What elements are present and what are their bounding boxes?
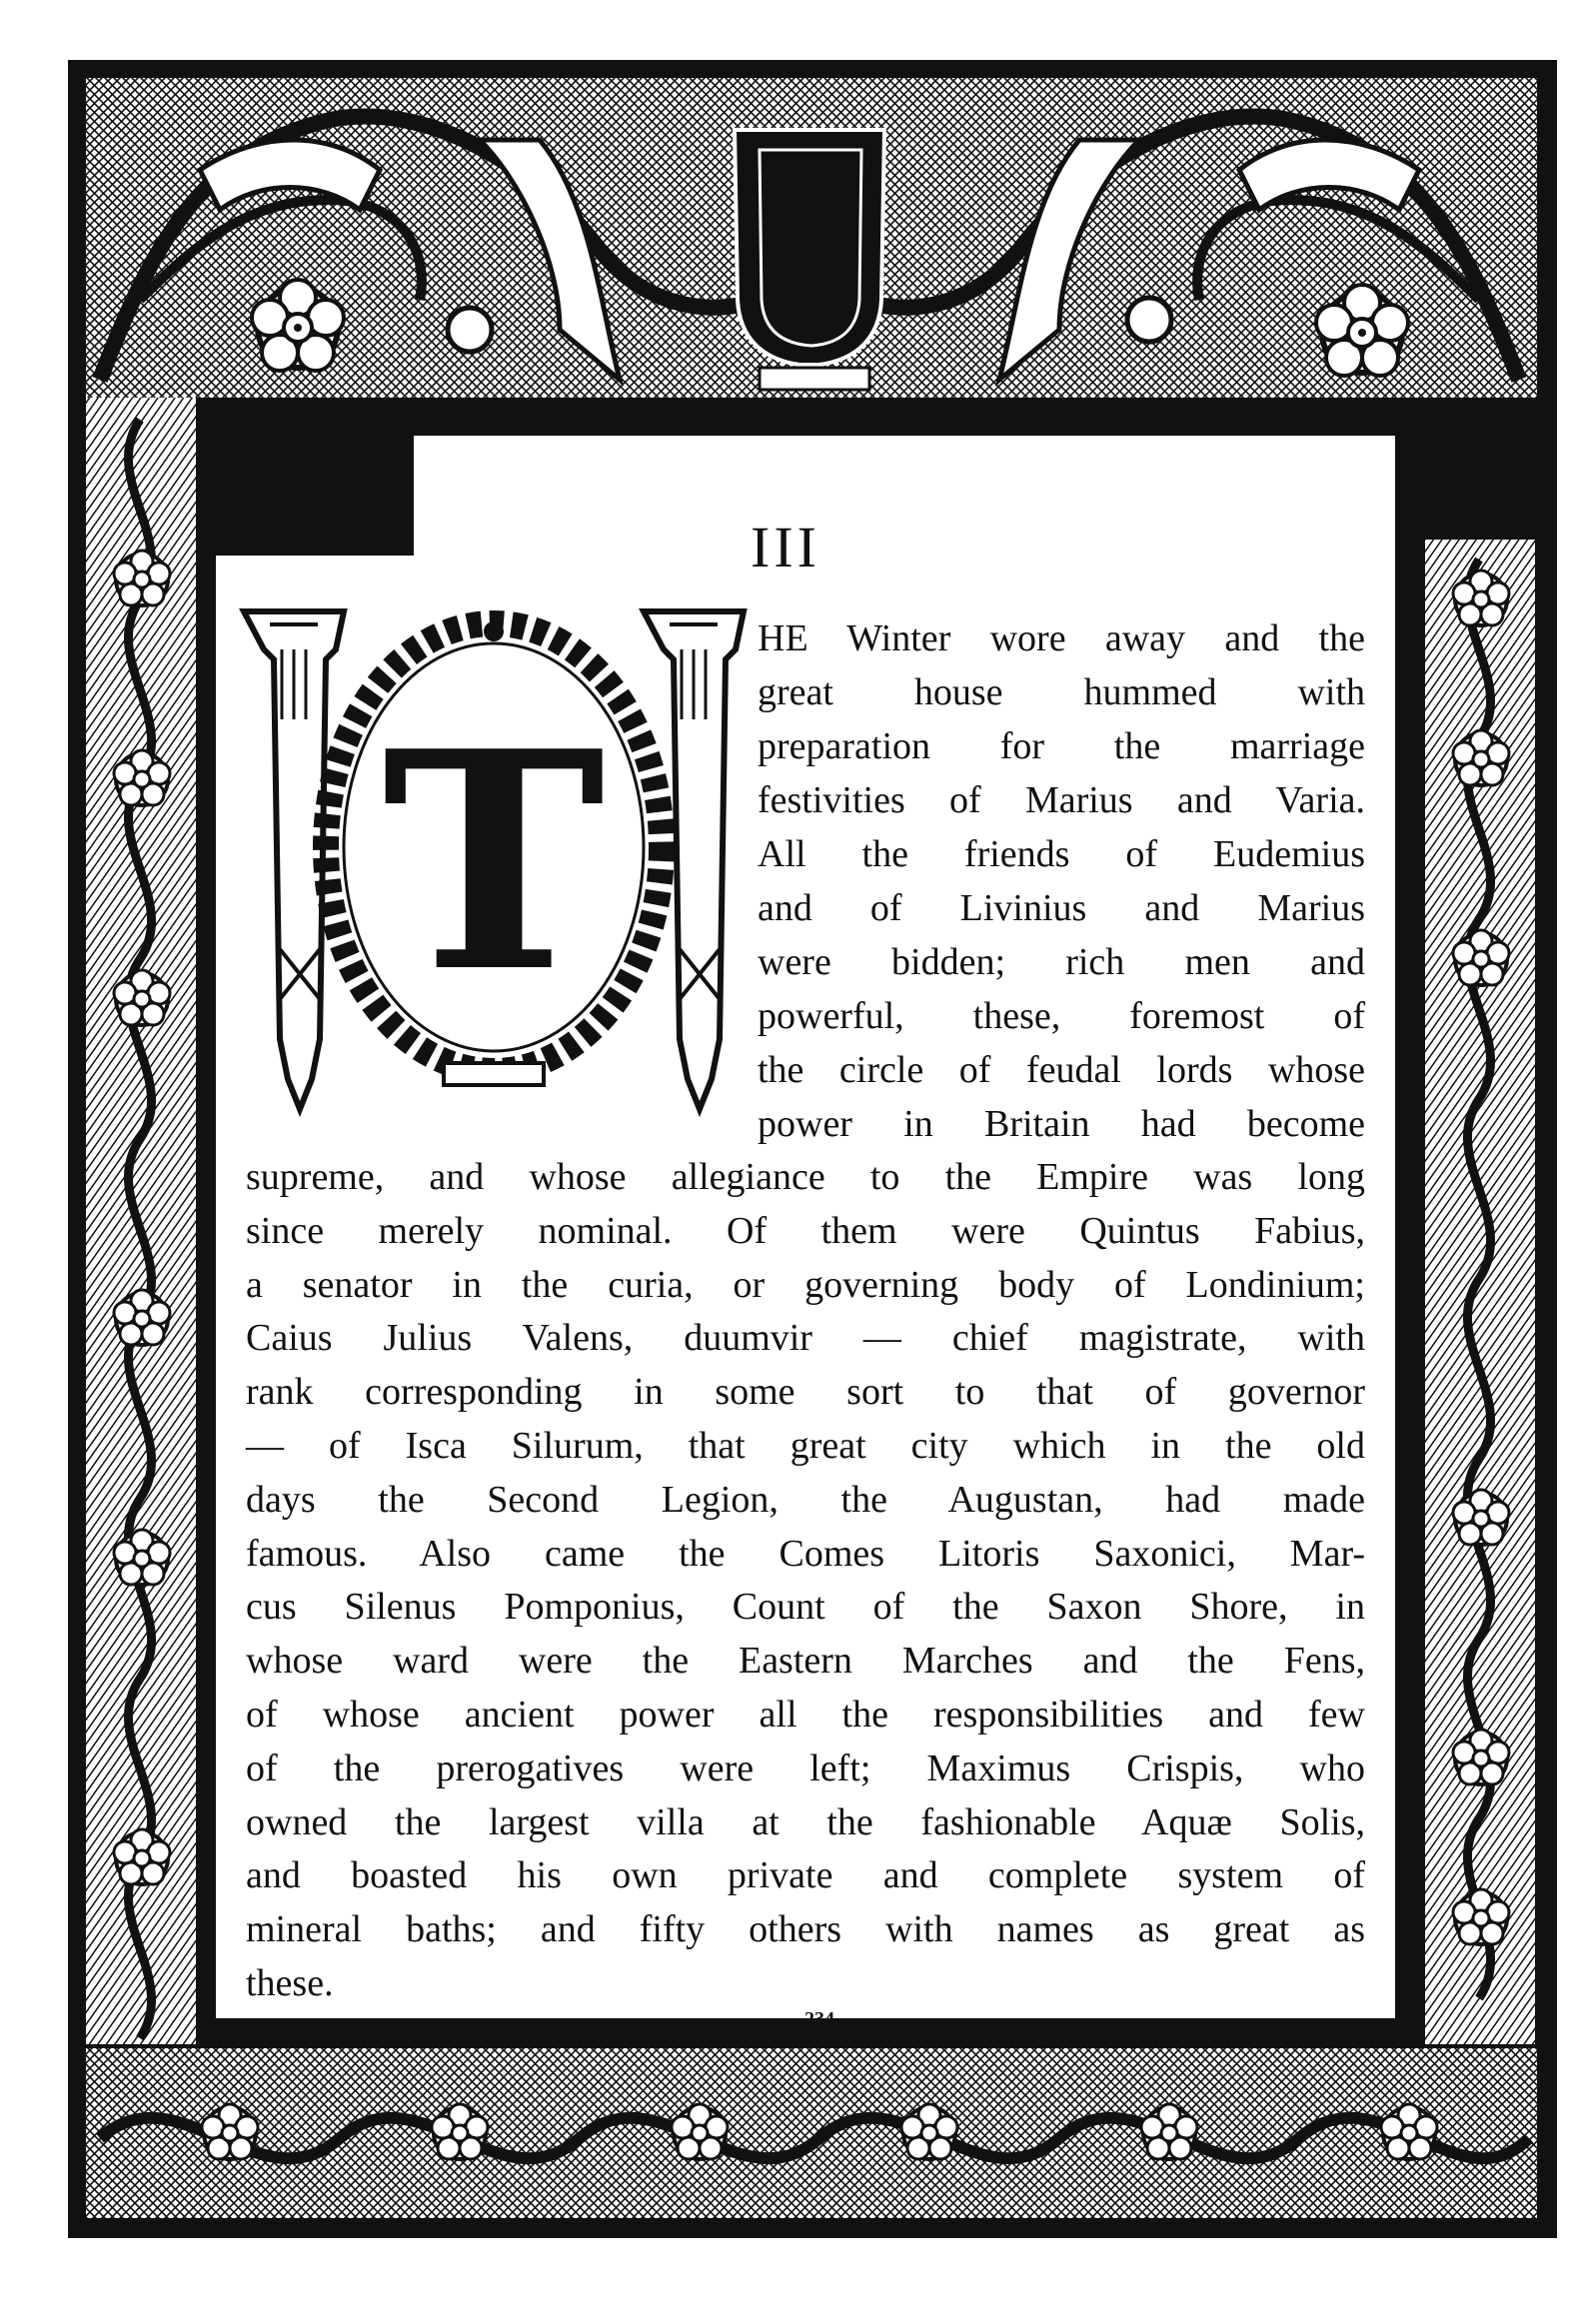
top-panel-ornament (86, 78, 1537, 398)
text-line: a senator in the curia, or governing body of Londinium; (246, 1263, 1365, 1306)
left-side-panel-ornament (86, 398, 196, 2044)
chapter-number: III (751, 515, 820, 580)
text-line: rank corresponding in some sort to that of governor (246, 1371, 1365, 1414)
text-line: — of Isca Silurum, that great city which in the old (246, 1424, 1365, 1467)
text-line: powerful, these, foremost of (758, 995, 1365, 1037)
text-line: whose ward were the Eastern Marches and the Fens, (246, 1640, 1365, 1683)
text-line: great house hummed with (758, 671, 1365, 713)
text-line: Caius Julius Valens, duumvir — chief magistrate, with (246, 1317, 1365, 1360)
text-line: owned the largest villa at the fashionable Aquæ Solis, (246, 1800, 1365, 1843)
text-line: All the friends of Eudemius (758, 833, 1365, 875)
text-line: supreme, and whose allegiance to the Empire was long (246, 1156, 1365, 1198)
bottom-panel-ornament (86, 2048, 1537, 2218)
body-paragraph (246, 1151, 1365, 2011)
page-number: 234 (804, 2008, 834, 2030)
text-line: preparation for the marriage (758, 725, 1365, 767)
text-line: the circle of feudal lords whose (758, 1049, 1365, 1091)
text-line: were bidden; rich men and (758, 941, 1365, 983)
drop-cap-glyph: T (382, 699, 606, 1019)
text-line: famous. Also came the Comes Litoris Saxonici, Mar- (246, 1532, 1365, 1575)
text-line: of the prerogatives were left; Maximus Crispis, who (246, 1746, 1365, 1789)
text-line: and boasted his own private and complete system of (246, 1854, 1365, 1897)
text-line: and of Livinius and Marius (758, 887, 1365, 929)
text-line: of whose ancient power all the responsibilities and few (246, 1693, 1365, 1736)
drop-cap-letter (364, 699, 624, 1019)
text-line: these. (246, 1961, 334, 2004)
right-side-panel-ornament (1425, 540, 1535, 2044)
text-line: festivities of Marius and Varia. (758, 779, 1365, 821)
text-line: since merely nominal. Of them were Quintus Fabius, (246, 1209, 1365, 1252)
text-line: mineral baths; and fifty others with names as great as (246, 1908, 1365, 1951)
text-line: days the Second Legion, the Augustan, had made (246, 1478, 1365, 1521)
drop-cap-paragraph (758, 611, 1365, 1151)
text-line: HE Winter wore away and the (758, 617, 1365, 659)
text-line: cus Silenus Pomponius, Count of the Saxon Shore, in (246, 1586, 1365, 1629)
text-line: power in Britain had become (758, 1103, 1365, 1145)
